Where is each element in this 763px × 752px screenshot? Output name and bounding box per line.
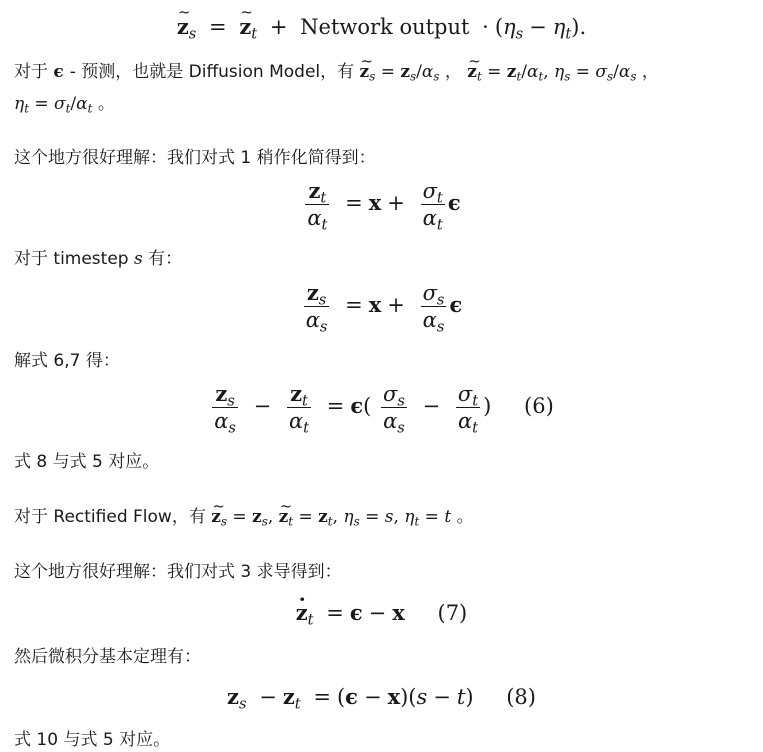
equation-number-8: (8): [506, 685, 536, 709]
paragraph-eq8-corresponds: 式 8 与式 5 对应。: [14, 452, 160, 472]
equation-number-6: (6): [524, 394, 554, 418]
paragraph-rectified-flow: 对于 Rectified Flow，有 ~ $z_s = z_s$, ~ $z_t = z_t$, $\eta_s = s$, $\eta_t = t$ 。: [14, 505, 474, 529]
equation-6: $\frac{z_s}{\alpha_s}$ − $\frac{z_t}{\alpha_t}$ = ϵ( $\frac{\sigma_s}{\alpha_s}$ − $\frac{\sigma_t}{\alpha_t}$ ) (6): [214, 381, 554, 437]
equation-zs-over-alpha: $\frac{z_s}{\alpha_s}$ = x + $\frac{\sigma_s}{\alpha_s}$ ϵ: [305, 280, 463, 336]
paragraph-timestep: 对于 timestep s 有：: [14, 249, 183, 269]
top-equation: ~ $z_s$ = ~ $z_t$ + Network output · $(\eta_s - \eta_t)$.: [0, 14, 763, 39]
paragraph-derivative: 这个地方很好理解：我们对式 3 求导得到：: [14, 562, 342, 582]
paragraph-epsilon-prediction-cont: $\eta_t = \sigma_t/\alpha_t$ 。: [14, 94, 115, 116]
equation-zt-over-alpha: $\frac{z_t}{\alpha_t}$ = x + $\frac{\sigma_t}{\alpha_t}$ ϵ: [307, 178, 461, 234]
paragraph-solve: 解式 6,7 得：: [14, 351, 120, 371]
paragraph-epsilon-prediction: 对于 ϵ - 预测，也就是 Diffusion Model，有 ~ $z_s = z_s/\alpha_s$ ， ~ $z_t = z_t/\alpha_t$, $\eta_s = \sigma_s/\alpha_s$ ，: [14, 60, 659, 84]
paragraph-fundamental-theorem: 然后微积分基本定理有：: [14, 647, 201, 667]
equation-number-7: (7): [437, 601, 468, 625]
network-output-text: Network output: [300, 15, 470, 39]
paragraph-eq10-corresponds: 式 10 与式 5 对应。: [14, 730, 171, 750]
paragraph-simplify: 这个地方很好理解：我们对式 1 稍作化简得到：: [14, 148, 376, 168]
equation-7: · $z_t = \epsilon - x$ (7): [0, 600, 763, 625]
equation-8: $z_s - z_t = (\epsilon - x)(s - t)$ (8): [227, 684, 536, 713]
